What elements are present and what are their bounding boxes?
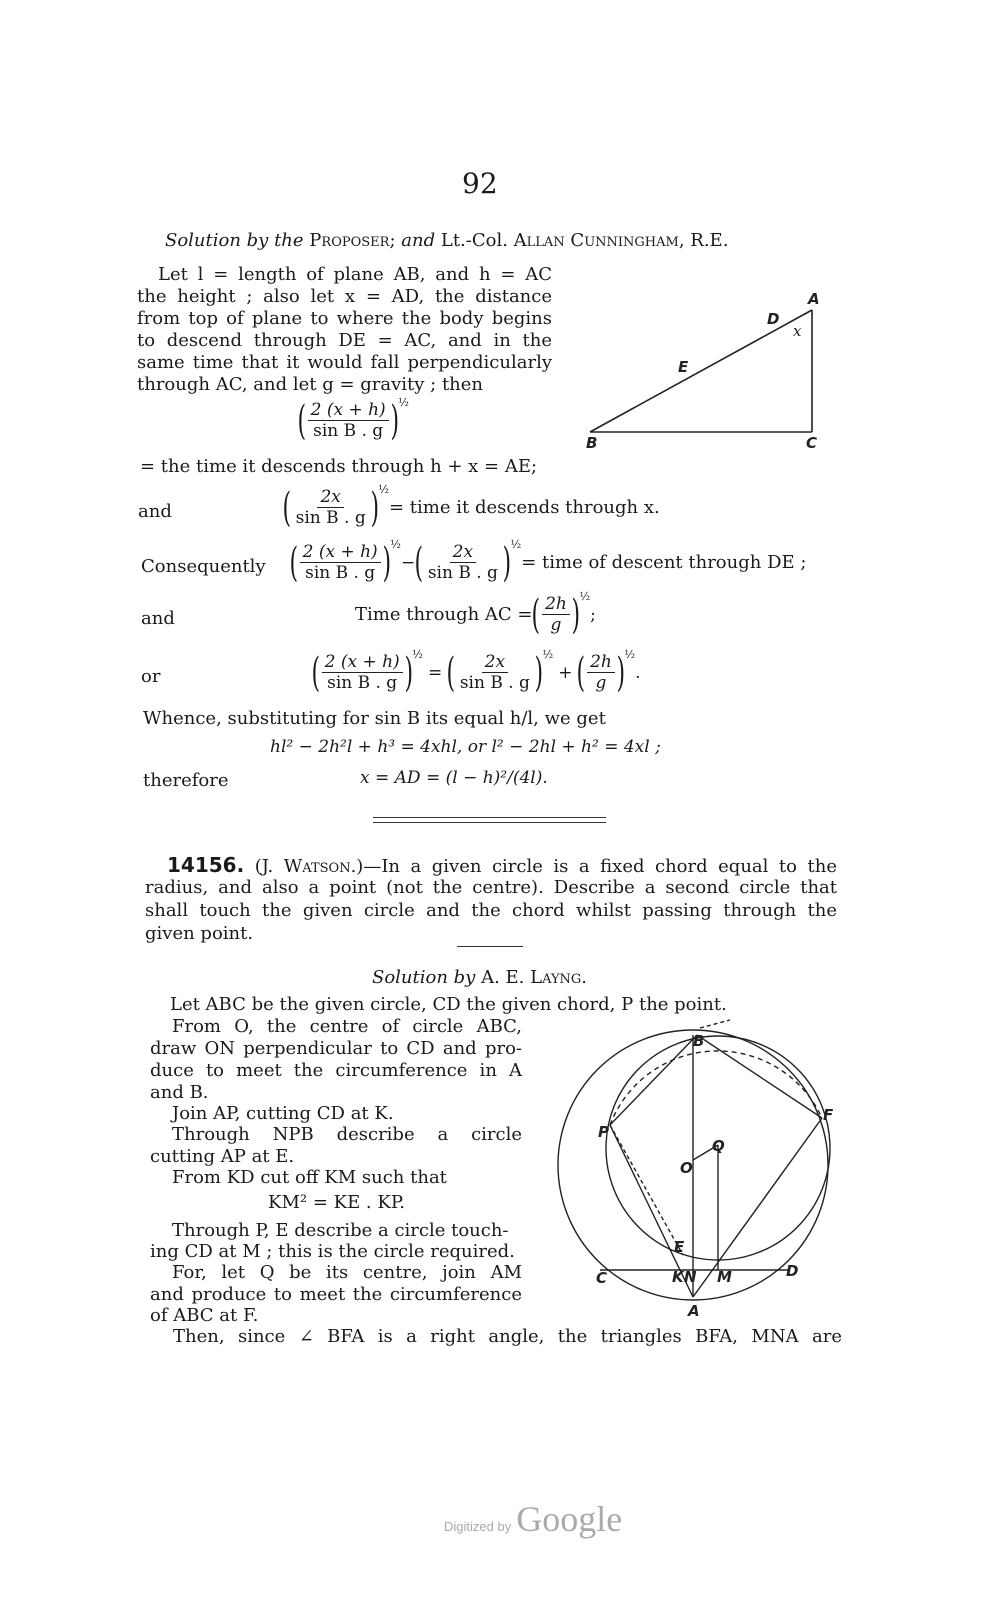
numerator: 2 (x + h) xyxy=(308,400,389,421)
circle-labels xyxy=(596,1032,834,1320)
equation: hl² − 2h²l + h³ = 4xhl, or l² − 2hl + h² = 4xl ; xyxy=(270,737,661,757)
watermark xyxy=(444,1499,623,1539)
label-and: and xyxy=(141,608,175,629)
label-d: D xyxy=(767,310,780,328)
denominator: sin B . g xyxy=(427,563,498,583)
text-line: to descend through DE = AC, and in the xyxy=(137,330,552,351)
page-number: 92 xyxy=(462,167,498,200)
heading-and: and xyxy=(401,230,436,251)
text-line: the height ; also let x = AD, the distance xyxy=(137,286,552,307)
formula-time-de: ( $\frac{2 (x + h)}{\text{sin B . g}}$ ) ½ − ( $\frac{2x}{\text{sin B . g}}$ ) ½ = time of descent through DE ; xyxy=(289,538,807,586)
label-and: and xyxy=(138,501,172,522)
denominator: sin B . g xyxy=(459,673,530,693)
watermark-prefix: Digitized by xyxy=(444,1519,512,1534)
minus: − xyxy=(400,552,416,573)
exponent: ½ xyxy=(510,538,522,551)
text-line: Let l = length of plane AB, and h = AC xyxy=(158,264,552,285)
text-line: From KD cut off KM such that xyxy=(172,1167,447,1188)
text-line: radius, and also a point (not the centre). Describe a second circle that xyxy=(145,877,837,898)
numerator: 2h xyxy=(542,594,570,615)
label-therefore: therefore xyxy=(143,770,229,791)
numerator: 2x xyxy=(482,652,508,673)
text-line: of ABC at F. xyxy=(150,1305,259,1326)
exponent: ½ xyxy=(542,648,554,661)
inclined-plane-labels xyxy=(586,290,820,452)
question-author: (J. Watson.) xyxy=(254,856,364,877)
label-o: O xyxy=(680,1159,693,1177)
text-line: through AC, and let g = gravity ; then xyxy=(137,374,484,395)
formula-time-ae: ( $\frac{2 (x + h)}{\text{sin B . g}}$ ) ½ xyxy=(297,396,409,444)
exponent: ½ xyxy=(412,648,423,661)
label-consequently: Consequently xyxy=(141,556,266,577)
heading-author: Layng. xyxy=(530,967,588,988)
text-line: Join AP, cutting CD at K. xyxy=(172,1103,394,1124)
text-line: Then, since ∠ BFA is a right angle, the triangles BFA, MNA are xyxy=(173,1326,842,1347)
text-line: —In a given circle is a fixed chord equal to the xyxy=(363,856,837,877)
text-line: For, let Q be its centre, join AM xyxy=(172,1262,522,1283)
label-or: or xyxy=(141,666,161,687)
formula-km: KM² = KE . KP. xyxy=(268,1192,406,1213)
equation-result: x = AD = (l − h)²/(4l). xyxy=(360,768,548,788)
formula-lhs: Time through AC = xyxy=(355,604,533,625)
label-a: A xyxy=(688,1302,700,1320)
question-number: 14156. xyxy=(167,853,245,877)
label-a: A xyxy=(808,290,820,308)
denominator: sin B . g xyxy=(313,421,384,441)
formula-rhs: = time of descent through DE ; xyxy=(521,552,807,573)
text-line: draw ON perpendicular to CD and pro- xyxy=(150,1038,522,1059)
label-m: M xyxy=(717,1268,732,1286)
text-line: Through P, E describe a circle touch- xyxy=(172,1220,509,1241)
text-line: Let ABC be the given circle, CD the given chord, P the point. xyxy=(170,994,727,1015)
label-d: D xyxy=(786,1262,799,1280)
text-line: from top of plane to where the body begins xyxy=(137,308,552,329)
text-line: same time that it would fall perpendicularly xyxy=(137,352,552,373)
circle-figure xyxy=(558,1020,830,1300)
label-x: x xyxy=(793,322,802,340)
formula-equation: ( $\frac{2 (x + h)}{\text{sin B . g}}$ ) ½ = ( $\frac{2x}{\text{sin B . g}}$ ) ½ + ( $\frac{2h}{g}$ ) ½ . xyxy=(311,648,641,696)
denominator: sin B . g xyxy=(295,508,366,528)
heading-initials: A. E. xyxy=(481,967,525,988)
equals: = xyxy=(427,662,443,683)
heading-text: Solution by xyxy=(372,967,476,988)
text-line: given point. xyxy=(145,923,254,944)
watermark-brand: Google xyxy=(516,1499,623,1539)
heading-author: Allan Cunningham xyxy=(513,230,679,251)
text-line: and B. xyxy=(150,1082,209,1103)
text-line: = the time it descends through h + x = AE; xyxy=(140,456,538,477)
denominator: g xyxy=(550,615,562,635)
label-e: E xyxy=(674,1238,685,1256)
denominator: sin B . g xyxy=(327,673,398,693)
label-n: N xyxy=(684,1268,697,1286)
numerator: 2x xyxy=(450,542,476,563)
numerator: 2 (x + h) xyxy=(300,542,381,563)
denominator: g xyxy=(595,673,607,693)
line-ba xyxy=(590,310,812,432)
denominator: sin B . g xyxy=(305,563,376,583)
heading-suffix: , R.E. xyxy=(678,230,729,251)
text-line: and produce to meet the circumference xyxy=(150,1284,522,1305)
numerator: 2x xyxy=(317,487,343,508)
exponent: ½ xyxy=(390,538,401,551)
text-line: cutting AP at E. xyxy=(150,1146,295,1167)
exponent: ½ xyxy=(398,396,409,409)
line-pb xyxy=(610,1035,697,1125)
label-b: B xyxy=(586,434,598,452)
line-pe xyxy=(610,1125,683,1255)
numerator: 2 (x + h) xyxy=(322,652,403,673)
inclined-plane-figure xyxy=(590,310,812,432)
heading-rank: Lt.-Col. xyxy=(440,230,508,251)
label-k: K xyxy=(672,1268,684,1286)
formula-rhs: = time it descends through x. xyxy=(389,497,660,518)
semicolon: ; xyxy=(590,604,596,625)
label-q: Q xyxy=(712,1137,725,1155)
exponent: ½ xyxy=(579,590,591,603)
dashed-extension xyxy=(700,1020,730,1028)
formula-time-x: ( $\frac{2x}{\text{sin B . g}}$ ) ½ = time it descends through x. xyxy=(282,483,660,531)
text-line: ing CD at M ; this is the circle required. xyxy=(150,1241,515,1262)
formula-time-ac: Time through AC = ( $\frac{2h}{g}$ ) ½ ; xyxy=(355,590,596,638)
period: . xyxy=(635,662,641,683)
label-f: F xyxy=(823,1106,834,1124)
label-b: B xyxy=(693,1032,705,1050)
text-line: Through NPB describe a circle xyxy=(172,1124,522,1145)
text-line: duce to meet the circumference in A xyxy=(150,1060,522,1081)
heading-proposer: Proposer xyxy=(309,230,390,251)
exponent: ½ xyxy=(624,648,636,661)
label-p: P xyxy=(598,1123,609,1141)
plus: + xyxy=(558,662,573,683)
text-line: From O, the centre of circle ABC, xyxy=(172,1016,522,1037)
text-line: shall touch the given circle and the chord whilst passing through the xyxy=(145,900,837,921)
label-e: E xyxy=(678,358,689,376)
heading-text: Solution by the xyxy=(165,230,304,251)
exponent: ½ xyxy=(378,483,389,496)
label-c: C xyxy=(596,1269,608,1287)
text-line: Whence, substituting for sin B its equal h/l, we get xyxy=(143,708,606,729)
heading-sep: ; xyxy=(389,230,396,251)
label-c: C xyxy=(806,434,818,452)
numerator: 2h xyxy=(587,652,615,673)
